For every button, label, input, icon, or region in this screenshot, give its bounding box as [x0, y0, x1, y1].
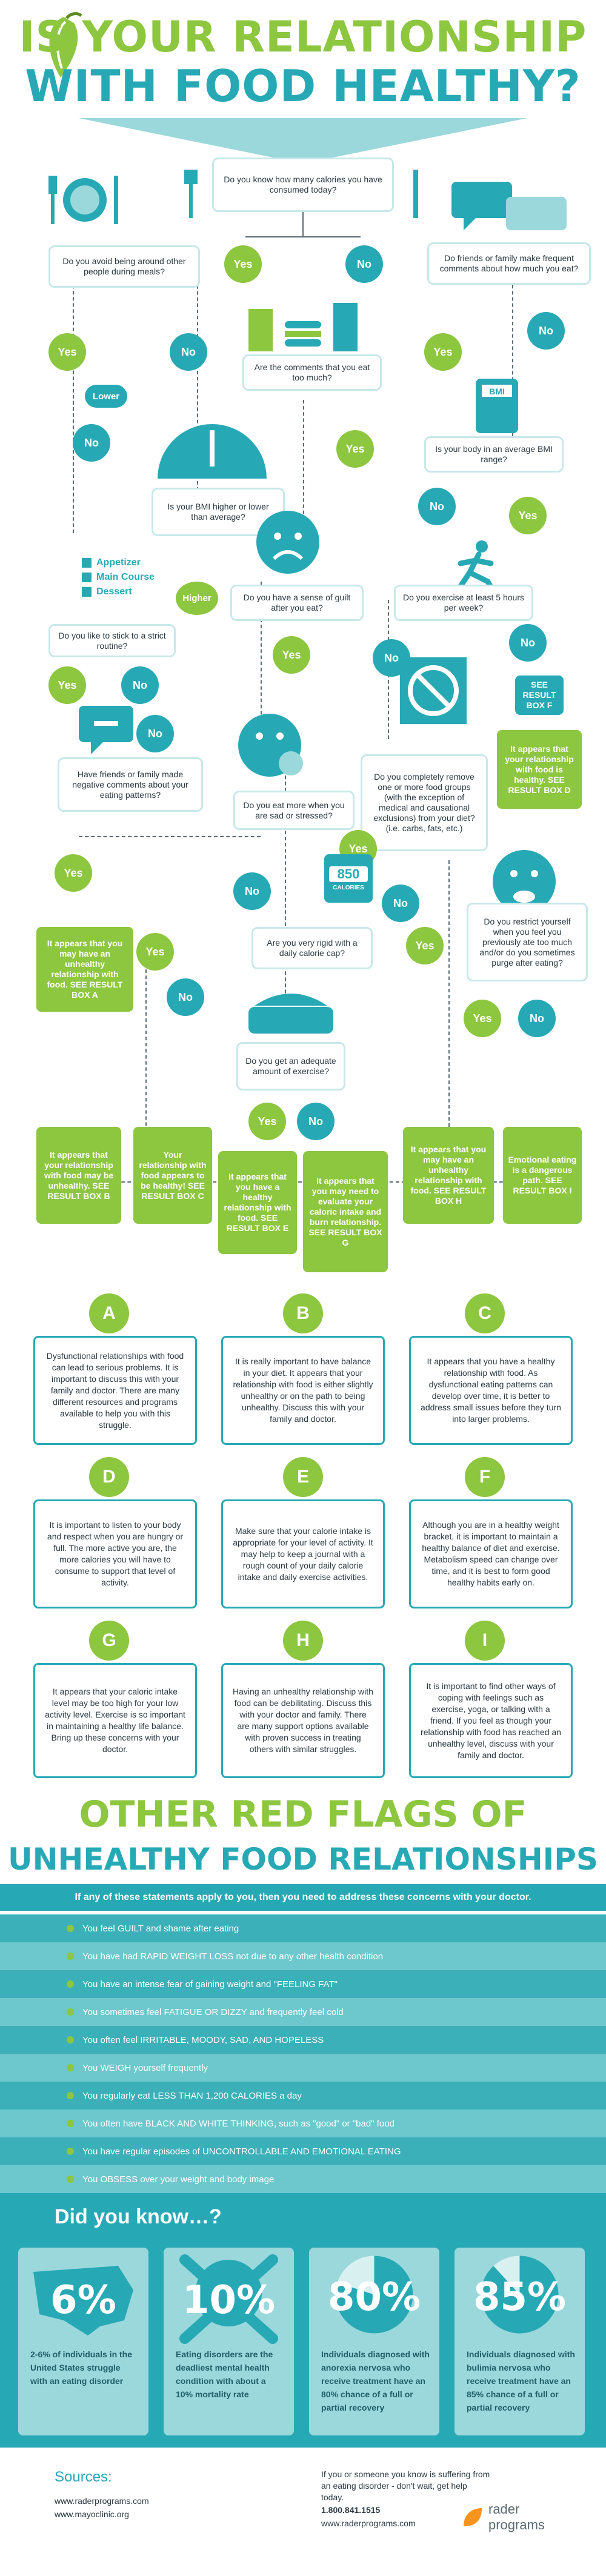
no-badge: No — [418, 488, 456, 525]
yes-badge: Yes — [136, 933, 174, 971]
no-badge: No — [382, 885, 419, 922]
menu-item: Dessert — [82, 586, 167, 597]
question-bmi-average: Is your body in an average BMI range? — [424, 436, 564, 473]
stat-card — [454, 2248, 585, 2435]
stat-value: 6% — [50, 2278, 116, 2323]
yes-badge: Yes — [48, 333, 86, 371]
no-badge: No — [297, 1103, 335, 1140]
question-avoid-people: Do you avoid being around other people during meals? — [48, 245, 200, 288]
result-h: It appears that you may have an unhealthy relationship with food. SEE RESULT BOX H — [403, 1127, 494, 1224]
no-badge: No — [518, 1000, 556, 1037]
checkbox-icon — [82, 573, 92, 582]
see-result-f: SEE RESULT BOX F — [515, 676, 564, 715]
bullet-icon — [67, 2064, 74, 2071]
red-flag-item: You sometimes feel FATIGUE OR DIZZY and frequently feel cold — [0, 1998, 606, 2026]
did-you-know-section — [0, 2193, 606, 2448]
no-badge: No — [233, 872, 271, 910]
red-flag-item: You have regular episodes of UNCONTROLLABLE AND EMOTIONAL EATING — [0, 2137, 606, 2165]
bullet-icon — [67, 2176, 74, 2183]
flowchart — [0, 158, 606, 1309]
header-banner — [79, 118, 527, 164]
box-d-text: It is important to listen to your body and respect when you are hungry or full. The more active you are, the more calories you will have to consume to support that level of activity. — [33, 1499, 197, 1608]
no-badge: No — [527, 312, 565, 350]
no-badge: No — [345, 245, 383, 283]
calories-value: 850 — [329, 866, 368, 882]
question-exercise-5h: Do you exercise at least 5 hours per week? — [394, 585, 533, 621]
website-link[interactable]: www.raderprograms.com — [321, 2518, 416, 2528]
question-comments: Do friends or family make frequent comments about how much you eat? — [427, 242, 591, 285]
connector — [302, 212, 304, 236]
yes-badge: Yes — [48, 666, 86, 704]
bullet-icon — [67, 2148, 74, 2155]
fork-icon — [182, 170, 200, 218]
red-flag-item: You WEIGH yourself frequently — [0, 2054, 606, 2082]
plate-cutlery-icon — [48, 170, 121, 230]
question-guilt: Do you have a sense of guilt after you eat? — [230, 585, 364, 621]
higher-tag: Higher — [176, 582, 218, 615]
stat-text: Eating disorders are the deadliest mental health condition with about a 10% mortality rate — [176, 2349, 273, 2399]
box-letter-g: G — [89, 1621, 129, 1661]
yes-badge: Yes — [273, 636, 310, 674]
box-letter-h: H — [283, 1621, 323, 1661]
speech-bubbles-icon — [451, 182, 567, 236]
title-line-2: WITH FOOD HEALTHY? — [25, 61, 581, 111]
help-text: If you or someone you know is suffering from an eating disorder - don't wait, get help today. — [321, 2469, 490, 2502]
sad-face-icon — [255, 509, 321, 576]
svg-text:BMI: BMI — [489, 387, 505, 396]
result-g: It appears that you may need to evaluate your caloric intake and burn relationship. SEE RESULT BOX G — [303, 1151, 388, 1272]
calorie-counter-icon — [324, 854, 373, 903]
knife-icon — [406, 170, 424, 218]
red-flag-item: You feel GUILT and shame after eating — [0, 1914, 606, 1942]
red-flag-item: You OBSESS over your weight and body image — [0, 2165, 606, 2193]
bullet-icon — [67, 1925, 74, 1932]
scale-icon — [242, 981, 339, 1036]
box-letter-f: F — [465, 1457, 505, 1497]
box-a-text: Dysfunctional relationships with food can lead to serious problems. It is important to discuss this with your family and doctor. There are many different resources and programs available to help you with this struggle. — [33, 1336, 197, 1445]
bmi-calculator-icon — [476, 379, 518, 433]
red-flag-item: You regularly eat LESS THAN 1,200 CALORIES a day — [0, 2082, 606, 2110]
no-badge: No — [167, 978, 204, 1016]
question-calories: Do you know how many calories you have consumed today? — [212, 158, 394, 212]
no-badge: No — [170, 333, 207, 371]
box-e-text: Make sure that your calorie intake is appropriate for your level of activity. It may help to keep a journal with a rough count of your daily calorie intake and daily exercise activities. — [221, 1499, 385, 1608]
stat-card — [18, 2248, 148, 2435]
red-flags-title-1: OTHER RED FLAGS OF — [79, 1793, 527, 1836]
box-letter-d: D — [89, 1457, 129, 1497]
bullet-icon — [67, 2036, 74, 2043]
question-too-much: Are the comments that you eat too much? — [242, 354, 382, 391]
yes-badge: Yes — [224, 245, 262, 283]
no-badge: No — [73, 424, 110, 462]
checkbox-icon — [82, 558, 92, 568]
result-d: It appears that your relationship with food is healthy. SEE RESULT BOX D — [497, 730, 582, 809]
result-a: It appears that you may have an unhealthy relationship with food. SEE RESULT BOX A — [36, 927, 133, 1012]
rader-logo — [461, 2499, 570, 2535]
checkbox-icon — [82, 587, 92, 597]
question-remove-food-groups: Do you completely remove one or more food groups (with the exception of medical and causational exclusions) from your diet? (i.e. carbs, fats, etc.) — [361, 754, 488, 851]
result-e: It appears that you have a healthy relationship with food. SEE RESULT BOX E — [218, 1151, 297, 1254]
question-restrict-purge: Do you restrict yourself when you feel you previously ate too much and/or do you sometimes purge after eating? — [467, 903, 588, 981]
phone-number[interactable]: 1.800.841.1515 — [321, 2505, 381, 2515]
yes-badge: Yes — [336, 430, 374, 468]
stat-text: Individuals diagnosed with anorexia nervosa who receive treatment have an 80% chance of a full or partial recovery — [321, 2349, 430, 2412]
no-badge: No — [373, 639, 410, 677]
title-line-1: IS YOUR RELATIONSHIP — [19, 12, 587, 62]
result-b: It appears that your relationship with food may be unhealthy. SEE RESULT BOX B — [36, 1127, 121, 1224]
stat-card — [164, 2248, 294, 2435]
yes-badge: Yes — [339, 830, 377, 868]
box-h-text: Having an unhealthy relationship with food can be debilitating. Discuss this with your doctor and family. There are many support options available with proven success in treating others with similar struggles. — [221, 1663, 385, 1778]
menu-list — [82, 557, 167, 597]
no-badge: No — [136, 715, 174, 752]
box-c-text: It appears that you have a healthy relationship with food. As dysfunctional eating patterns can develop over time, it is better to address small issues before they turn into larger problems. — [409, 1336, 573, 1445]
eating-face-icon — [236, 712, 303, 778]
box-letter-e: E — [283, 1457, 323, 1497]
bullet-icon — [67, 1980, 74, 1988]
logo-line-2: programs — [488, 2517, 545, 2532]
box-letter-i: I — [465, 1621, 505, 1661]
stat-value: 85% — [473, 2275, 567, 2320]
box-letter-b: B — [283, 1293, 323, 1333]
bullet-icon — [67, 2008, 74, 2016]
footer — [0, 2448, 606, 2576]
scale-gauge-icon — [152, 412, 273, 485]
question-sad-stressed: Do you eat more when you are sad or stressed? — [233, 791, 355, 830]
stat-value: 10% — [182, 2278, 276, 2323]
question-calorie-cap: Are you very rigid with a daily calorie cap? — [251, 927, 373, 969]
question-routine: Do you like to stick to a strict routine? — [48, 624, 176, 657]
chat-bubble-icon — [79, 706, 133, 754]
box-letter-c: C — [465, 1293, 505, 1333]
red-flags-title-2: UNHEALTHY FOOD RELATIONSHIPS — [8, 1842, 598, 1877]
bullet-icon — [67, 2092, 74, 2099]
stat-text: Individuals diagnosed with bulimia nervosa who receive treatment have an 85% chance of a full or partial recovery — [467, 2349, 575, 2412]
no-badge: No — [509, 624, 547, 662]
lower-tag: Lower — [85, 385, 127, 408]
logo-line-1: rader — [488, 2501, 520, 2517]
box-g-text: It appears that your caloric intake level may be too high for your low activity level. Exercise is so important in maintaining a healthy life balance. Bring up these concerns with your doctor. — [33, 1663, 197, 1778]
menu-item: Appetizer — [82, 557, 167, 568]
yes-badge: Yes — [424, 333, 462, 371]
bullet-icon — [67, 1953, 74, 1960]
red-flag-item: You often feel IRRITABLE, MOODY, SAD, AND HOPELESS — [0, 2026, 606, 2054]
result-boxes — [0, 1284, 606, 1787]
stat-card — [309, 2248, 439, 2435]
source-link[interactable]: www.mayoclinic.org — [55, 2509, 129, 2519]
bullet-icon — [67, 2120, 74, 2127]
yes-badge: Yes — [406, 927, 444, 964]
box-i-text: It is important to find other ways of coping with feelings such as exercise, yoga, or talking with a friend. If you feel as though your relationship with food has reached an unhealthy level, discuss with your family and doctor. — [409, 1663, 573, 1778]
yes-badge: Yes — [464, 1000, 501, 1037]
fast-food-icon — [242, 297, 364, 351]
yes-badge: Yes — [509, 497, 547, 534]
yes-badge: Yes — [248, 1103, 286, 1140]
did-you-know-title: Did you know…? — [55, 2205, 222, 2228]
header — [0, 0, 606, 127]
connector — [79, 836, 261, 837]
stat-value: 80% — [327, 2275, 421, 2320]
no-food-icon — [400, 657, 467, 724]
menu-item: Main Course — [82, 572, 167, 583]
question-adequate-exercise: Do you get an adequate amount of exercise? — [236, 1042, 345, 1090]
red-flag-item: You have an intense fear of gaining weight and "FEELING FAT" — [0, 1970, 606, 1998]
red-flag-item: You have had RAPID WEIGHT LOSS not due to any other health condition — [0, 1942, 606, 1970]
result-c: Your relationship with food appears to be healthy! SEE RESULT BOX C — [133, 1127, 212, 1224]
no-badge: No — [121, 666, 159, 704]
connector — [448, 860, 450, 1127]
calories-unit: CALORIES — [333, 884, 364, 891]
source-link[interactable]: www.raderprograms.com — [55, 2496, 149, 2506]
connector — [245, 236, 361, 237]
sources-label: Sources: — [55, 2469, 112, 2485]
question-negative-comments: Have friends or family made negative comments about your eating patterns? — [58, 757, 203, 812]
yes-badge: Yes — [55, 854, 92, 892]
stat-text: 2-6% of individuals in the United States struggle with an eating disorder — [30, 2349, 133, 2386]
connector — [73, 279, 74, 533]
result-i: Emotional eating is a dangerous path. SEE RESULT BOX I — [503, 1127, 582, 1224]
rader-leaf-icon — [461, 2505, 485, 2529]
red-flag-item: You often have BLACK AND WHITE THINKING, such as "good" or "bad" food — [0, 2110, 606, 2137]
question-bmi-higher-lower: Is your BMI higher or lower than average? — [152, 488, 285, 536]
box-b-text: It is really important to have balance in your diet. It appears that your relationship with food is either slightly unhealthy or on the path to being unhealthy. Discuss this with your family and doctor. — [221, 1336, 385, 1445]
box-letter-a: A — [89, 1293, 129, 1333]
box-f-text: Although you are in a healthy weight bracket, it is important to maintain a healthy balance of diet and exercise. Metabolism speed can change over time, and it is best to form good healthy habits early on. — [409, 1499, 573, 1608]
red-flags-intro: If any of these statements apply to you, then you need to address these concerns with your doctor. — [0, 1884, 606, 1911]
